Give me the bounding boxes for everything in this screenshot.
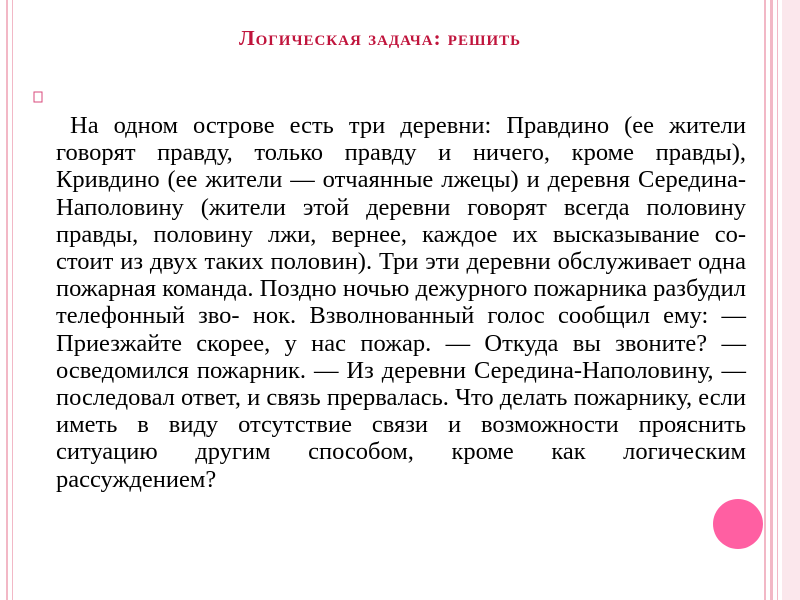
right-stripe-wide: [782, 0, 800, 600]
left-border-line: [6, 0, 8, 600]
right-stripe: [777, 0, 778, 600]
right-stripe: [770, 0, 773, 600]
empty-box-bullet-icon: [32, 90, 44, 104]
problem-text: На одном острове есть три деревни: Правдино (ее жители говорят правду, только правду и ничего, кроме правды), Кривдино (ее жители — отчаянные лжецы) и деревня Середина-Наполовину (жители этой деревни говорят всегда половину правды, половину лжи, вернее, каждое их высказывание со- стоит из двух таких половин). Три эти деревни обслуживает одна пожарная команда. Поздно ночью дежурного пожарника разбудил телефонный зво- нок. Взволнованный голос сообщил ему: — Приезжайте скорее, у нас пожар. — Откуда вы звоните? — осведомился пожарник. — Из деревни Середина-Наполовину, — последовал ответ, и связь прервалась. Что делать пожарнику, если иметь в виду отсутствие связи и возможности прояснить ситуацию другим способом, кроме как логическим рассуждением?: [56, 112, 746, 493]
slide-title: Логическая задача: решить: [238, 26, 522, 50]
right-decorative-band: [764, 0, 800, 600]
right-stripe: [764, 0, 766, 600]
left-border-line-thin: [12, 0, 13, 600]
decorative-circle: [713, 499, 763, 549]
